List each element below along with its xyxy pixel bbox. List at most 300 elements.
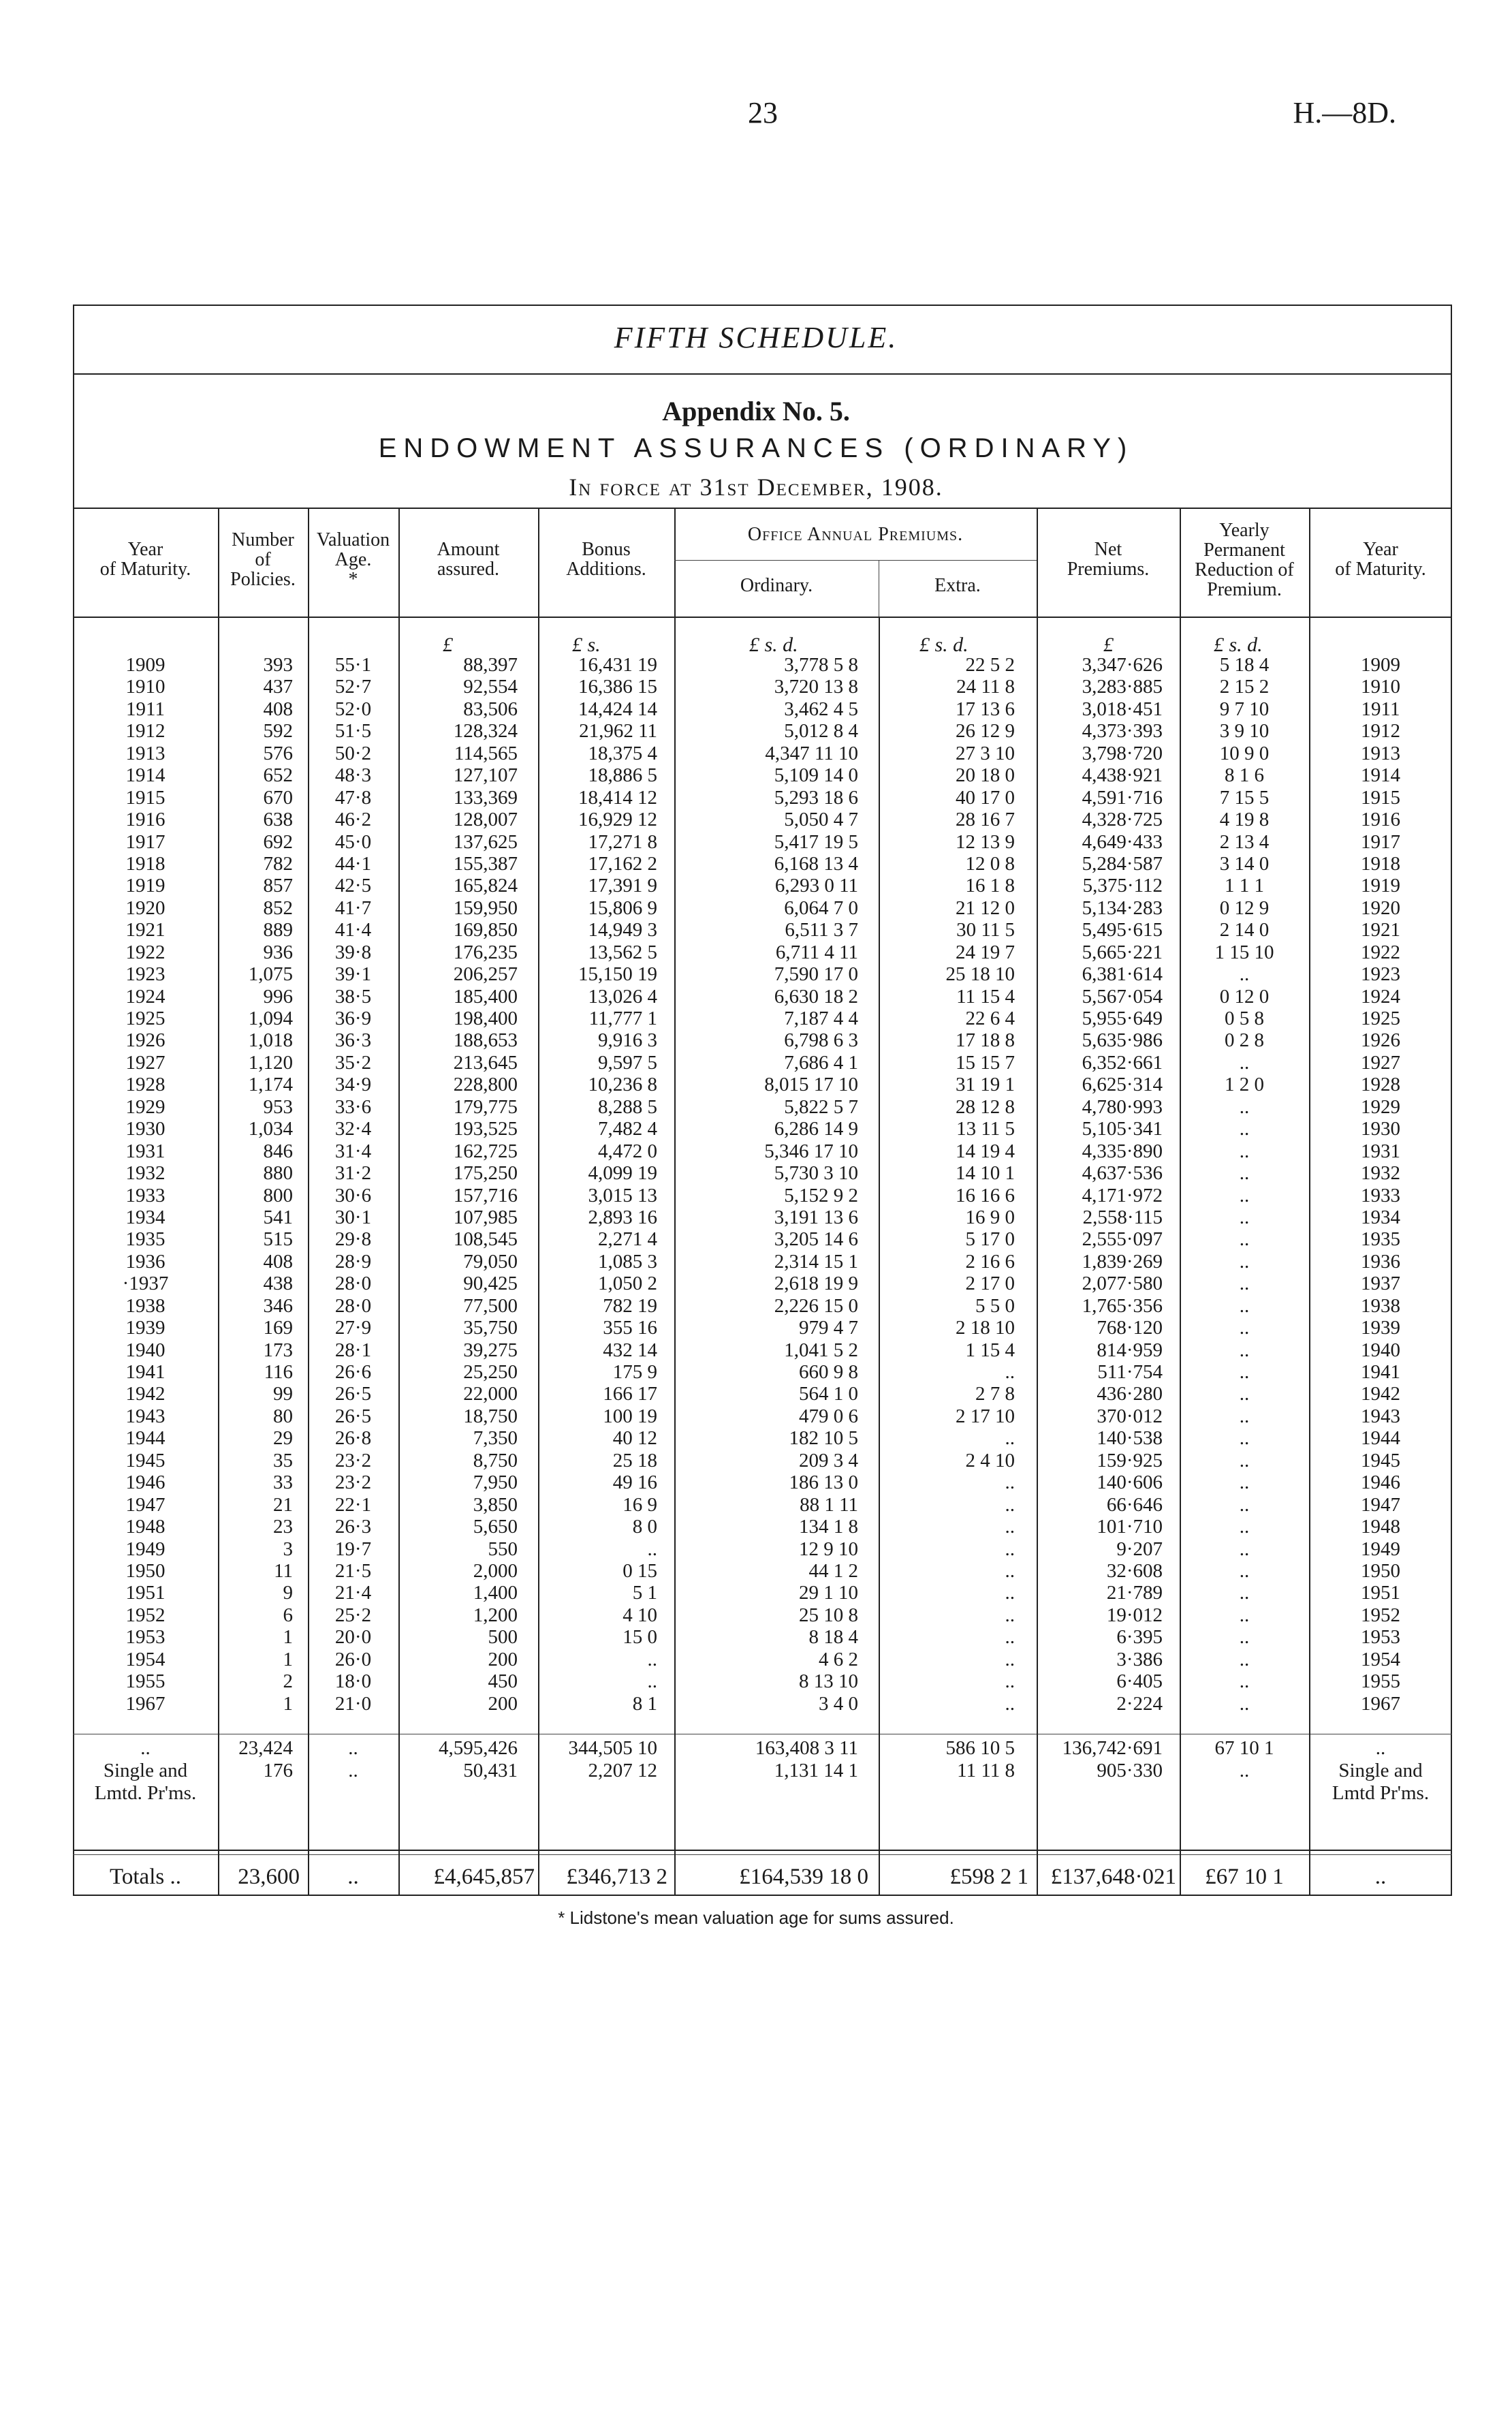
cell-yearly: .. (1239, 1339, 1250, 1361)
cell-bonus: 4,099 19 (588, 1162, 657, 1185)
cell-year-right: 1967 (1361, 1692, 1400, 1715)
cell-policies: 936 (263, 941, 293, 963)
cell-valuation: 30·1 (334, 1206, 372, 1228)
cell-amount: 157,716 (453, 1184, 518, 1206)
cell-extra: .. (1005, 1427, 1015, 1450)
cell-ordinary: 2,618 19 9 (774, 1273, 858, 1295)
cell-yearly: .. (1239, 1250, 1250, 1273)
cell-amount: 18,750 (463, 1405, 518, 1427)
cell-policies: 652 (263, 764, 293, 787)
header-year-right: Year of Maturity. (1335, 539, 1426, 580)
cell-year-right: 1931 (1361, 1140, 1400, 1162)
cell-policies: 33 (273, 1471, 293, 1494)
cell-year-right: 1953 (1361, 1626, 1400, 1649)
cell-year: 1916 (125, 809, 166, 831)
cell-ordinary: 2,226 15 0 (774, 1294, 858, 1317)
cell-bonus: 16,386 15 (578, 676, 657, 698)
cell-year: 1939 (125, 1317, 166, 1339)
cell-valuation: 48·3 (334, 764, 372, 787)
subtotal-block (73, 1737, 1452, 1805)
cell-policies: 176 (263, 1760, 293, 1781)
table-row (73, 1450, 1452, 1471)
cell-policies: 21 (273, 1493, 293, 1516)
cell-bonus: 18,375 4 (588, 742, 657, 764)
header-valuation-age: Valuation Age. * (316, 529, 390, 590)
cell-policies: 515 (263, 1228, 293, 1251)
cell-extra: 5 17 0 (965, 1228, 1015, 1251)
cell-yearly: .. (1239, 1471, 1250, 1494)
cell-extra: .. (1005, 1516, 1015, 1538)
cell-ordinary: 5,346 17 10 (764, 1140, 858, 1162)
cell-year: 1936 (125, 1250, 166, 1273)
cell-year: 1913 (125, 742, 166, 764)
cell-extra: .. (1005, 1471, 1015, 1494)
cell-bonus: 0 15 (623, 1559, 657, 1582)
cell-extra: 14 19 4 (956, 1140, 1015, 1162)
table-row (73, 1383, 1452, 1405)
cell-bonus: 1,085 3 (598, 1250, 657, 1273)
cell-amount: 200 (488, 1692, 518, 1715)
cell-net: 814·959 (1097, 1339, 1163, 1361)
table-row (73, 1626, 1452, 1648)
cell-year: 1922 (125, 941, 166, 963)
cell-valuation: 30·6 (334, 1184, 372, 1206)
totals-bonus: £346,713 2 (566, 1865, 667, 1889)
cell-policies: 1,018 (248, 1029, 293, 1052)
cell-bonus: 4,472 0 (598, 1140, 657, 1162)
cell-yearly: .. (1239, 1559, 1250, 1582)
cell-bonus: 175 9 (612, 1361, 657, 1383)
cell-yearly: 2 13 4 (1219, 830, 1270, 853)
cell-policies: 996 (263, 985, 293, 1008)
cell-yearly: .. (1239, 1670, 1250, 1693)
cell-yearly: 10 9 0 (1219, 742, 1270, 764)
table-row (73, 1538, 1452, 1560)
cell-year: 1925 (125, 1008, 166, 1029)
appendix-heading: Appendix No. 5. (662, 396, 850, 426)
cell-year-right: .. (1375, 1737, 1386, 1759)
cell-year: 1923 (125, 963, 166, 986)
cell-bonus: 1,050 2 (598, 1273, 657, 1295)
table-row (73, 809, 1452, 830)
cell-year-right: 1925 (1361, 1008, 1400, 1029)
cell-extra: 2 16 6 (965, 1250, 1015, 1273)
cell-valuation: 28·9 (334, 1250, 372, 1273)
cell-ordinary: 7,187 4 4 (784, 1008, 858, 1029)
cell-amount: 35,750 (463, 1317, 518, 1339)
cell-valuation: 26·8 (334, 1427, 372, 1450)
cell-extra: 2 4 10 (965, 1449, 1015, 1471)
cell-net: 4,335·890 (1082, 1140, 1163, 1162)
cell-amount: 1,200 (473, 1604, 518, 1626)
cell-yearly: 1 1 1 (1225, 875, 1264, 897)
cell-year: Lmtd. Pr'ms. (94, 1782, 197, 1804)
cell-amount: 127,107 (453, 764, 518, 787)
cell-year-right: 1921 (1361, 919, 1400, 941)
table-row (73, 676, 1452, 698)
cell-policies: 782 (263, 852, 293, 875)
cell-ordinary: 134 1 8 (799, 1516, 858, 1538)
cell-ordinary: 4,347 11 10 (765, 742, 858, 764)
cell-ordinary: 6,511 3 7 (785, 919, 858, 941)
cell-net: 140·538 (1097, 1427, 1163, 1450)
cell-net: 3,283·885 (1082, 676, 1163, 698)
cell-valuation: 27·9 (334, 1317, 372, 1339)
cell-year: 1933 (125, 1184, 166, 1206)
cell-extra: 2 18 10 (956, 1317, 1015, 1339)
cell-yearly: 0 2 8 (1225, 1029, 1264, 1052)
cell-policies: 80 (273, 1405, 293, 1427)
cell-extra: .. (1005, 1626, 1015, 1649)
table-row (73, 698, 1452, 720)
currency-amount: £ (443, 634, 453, 656)
cell-amount: 128,324 (453, 720, 518, 743)
cell-yearly: .. (1239, 1493, 1250, 1516)
currency-extra: £ s. d. (919, 634, 968, 656)
cell-year-right: 1924 (1361, 985, 1400, 1008)
cell-net: 4,649·433 (1082, 830, 1163, 853)
cell-year-right: 1935 (1361, 1228, 1400, 1251)
cell-bonus: .. (647, 1670, 657, 1693)
cell-valuation: 33·6 (334, 1095, 372, 1118)
cell-year: 1924 (125, 985, 166, 1008)
cell-ordinary: 979 4 7 (799, 1317, 858, 1339)
header-extra: Extra. (934, 575, 981, 596)
cell-amount: 188,653 (453, 1029, 518, 1052)
cell-extra: 24 19 7 (956, 941, 1015, 963)
cell-valuation: 23·2 (334, 1449, 372, 1471)
cell-ordinary: 5,050 4 7 (784, 809, 858, 831)
cell-extra: 30 11 5 (956, 919, 1015, 941)
cell-net: 5,635·986 (1082, 1029, 1163, 1052)
subtotal-row (73, 1737, 1452, 1760)
cell-yearly: .. (1239, 1604, 1250, 1626)
cell-net: 6,352·661 (1082, 1051, 1163, 1074)
table-row (73, 1273, 1452, 1294)
cell-yearly: 1 15 10 (1214, 941, 1274, 963)
cell-extra: 16 9 0 (965, 1206, 1015, 1228)
cell-valuation: 22·1 (334, 1493, 372, 1516)
cell-bonus: 2,893 16 (588, 1206, 657, 1228)
cell-amount: 450 (488, 1670, 518, 1693)
cell-policies: 408 (263, 698, 293, 720)
cell-policies: 1,174 (248, 1074, 293, 1096)
table-row (73, 1670, 1452, 1692)
table-row (73, 1295, 1452, 1317)
cell-bonus: 13,562 5 (588, 941, 657, 963)
table-subtitle: In force at 31st December, 1908. (569, 473, 943, 501)
cell-net: 6,381·614 (1082, 963, 1163, 986)
cell-year: 1952 (125, 1604, 166, 1626)
cell-policies: 889 (263, 919, 293, 941)
cell-yearly: .. (1239, 1582, 1250, 1604)
cell-valuation: 52·7 (334, 676, 372, 698)
office-premiums-rule (674, 560, 1037, 561)
cell-ordinary: 1,041 5 2 (784, 1339, 858, 1361)
cell-year: .. (140, 1737, 151, 1759)
cell-year-right: 1915 (1361, 786, 1400, 809)
cell-ordinary: 5,730 3 10 (774, 1162, 858, 1185)
table-row (73, 1118, 1452, 1140)
table-body (73, 654, 1452, 1715)
cell-policies: 438 (263, 1273, 293, 1295)
cell-valuation: 21·4 (334, 1582, 372, 1604)
cell-year: 1955 (125, 1670, 166, 1693)
single-premium-row-2 (73, 1782, 1452, 1805)
cell-extra: 2 17 10 (956, 1405, 1015, 1427)
cell-yearly: 4 19 8 (1219, 809, 1270, 831)
cell-yearly: 0 5 8 (1225, 1008, 1264, 1029)
cell-bonus: 344,505 10 (568, 1737, 657, 1759)
cell-amount: 90,425 (463, 1273, 518, 1295)
cell-policies: 1,034 (248, 1118, 293, 1140)
cell-year: 1931 (125, 1140, 166, 1162)
cell-ordinary: 5,293 18 6 (774, 786, 858, 809)
cell-bonus: 2,207 12 (588, 1760, 657, 1781)
table-row (73, 941, 1452, 963)
cell-year-right: 1930 (1361, 1118, 1400, 1140)
cell-ordinary: 6,798 6 3 (784, 1029, 858, 1052)
cell-valuation: 47·8 (334, 786, 372, 809)
cell-year: 1911 (126, 698, 165, 720)
cell-year: 1919 (125, 875, 166, 897)
table-row (73, 720, 1452, 742)
cell-valuation: 39·8 (334, 941, 372, 963)
cell-yearly: .. (1239, 1118, 1250, 1140)
header-ordinary: Ordinary. (740, 575, 813, 596)
cell-net: 66·646 (1106, 1493, 1163, 1516)
cell-yearly: .. (1239, 1051, 1250, 1074)
cell-ordinary: 5,417 19 5 (774, 830, 858, 853)
cell-policies: 670 (263, 786, 293, 809)
cell-net: 32·608 (1106, 1559, 1163, 1582)
cell-bonus: 7,482 4 (598, 1118, 657, 1140)
cell-bonus: 100 19 (603, 1405, 657, 1427)
cell-yearly: .. (1239, 1162, 1250, 1185)
cell-policies: 6 (283, 1604, 293, 1626)
cell-year: 1943 (125, 1405, 166, 1427)
cell-amount: 79,050 (463, 1250, 518, 1273)
currency-net: £ (1103, 634, 1114, 656)
cell-yearly: .. (1239, 1449, 1250, 1471)
cell-year: 1953 (125, 1626, 166, 1649)
cell-policies: 3 (283, 1538, 293, 1560)
table-row (73, 1029, 1452, 1051)
cell-policies: 846 (263, 1140, 293, 1162)
cell-amount: 228,800 (453, 1074, 518, 1096)
cell-valuation: 32·4 (334, 1118, 372, 1140)
totals-row (73, 1860, 1452, 1894)
table-row (73, 853, 1452, 875)
cell-ordinary: 6,630 18 2 (774, 985, 858, 1008)
cell-year: 1941 (125, 1361, 166, 1383)
cell-year: 1914 (125, 764, 166, 787)
cell-ordinary: 1,131 14 1 (774, 1760, 858, 1781)
cell-year-right: 1920 (1361, 897, 1400, 919)
currency-yearly: £ s. d. (1214, 634, 1263, 656)
cell-valuation: 26·0 (334, 1648, 372, 1670)
cell-bonus: 9,597 5 (598, 1051, 657, 1074)
table-row (73, 919, 1452, 941)
cell-ordinary: 29 1 10 (799, 1582, 858, 1604)
cell-year: 1944 (125, 1427, 166, 1450)
totals-year-right: .. (1374, 1865, 1387, 1889)
totals-yearly: £67 10 1 (1205, 1865, 1284, 1889)
cell-net: 3,347·626 (1082, 654, 1163, 676)
cell-year-right: 1912 (1361, 720, 1400, 743)
cell-year-right: 1944 (1361, 1427, 1400, 1450)
cell-bonus: 25 18 (612, 1449, 657, 1471)
header-yearly-reduction: Yearly Permanent Reduction of Premium. (1195, 520, 1294, 600)
cell-ordinary: 3,191 13 6 (774, 1206, 858, 1228)
cell-bonus: 21,962 11 (579, 720, 657, 743)
cell-ordinary: 6,293 0 11 (774, 875, 858, 897)
footnote: * Lidstone's mean valuation age for sums assured. (558, 1907, 954, 1928)
cell-yearly: .. (1239, 1095, 1250, 1118)
cell-bonus: 11,777 1 (588, 1008, 657, 1029)
cell-ordinary: 8 18 4 (808, 1626, 858, 1649)
cell-year: Single and (103, 1760, 188, 1781)
cell-valuation: 31·2 (334, 1162, 372, 1185)
cell-amount: 133,369 (453, 786, 518, 809)
table-row (73, 1494, 1452, 1516)
cell-extra: .. (1005, 1692, 1015, 1715)
header-year-left: Year of Maturity. (99, 539, 191, 580)
cell-year-right: 1918 (1361, 852, 1400, 875)
cell-net: 5,134·283 (1082, 897, 1163, 919)
cell-amount: 213,645 (453, 1051, 518, 1074)
table-row (73, 1516, 1452, 1538)
cell-bonus: 432 14 (603, 1339, 657, 1361)
table-row (73, 1185, 1452, 1206)
cell-net: 2,077·580 (1082, 1273, 1163, 1295)
cell-yearly: .. (1239, 1228, 1250, 1251)
cell-year-right: 1934 (1361, 1206, 1400, 1228)
cell-policies: 23,424 (238, 1737, 293, 1759)
cell-net: 6,625·314 (1082, 1074, 1163, 1096)
cell-yearly: .. (1239, 1361, 1250, 1383)
cell-net: 4,780·993 (1082, 1095, 1163, 1118)
cell-year-right: 1949 (1361, 1538, 1400, 1560)
cell-ordinary: 564 1 0 (799, 1383, 858, 1405)
cell-policies: 11 (274, 1559, 293, 1582)
cell-year-right: 1926 (1361, 1029, 1400, 1052)
cell-extra: .. (1005, 1538, 1015, 1560)
cell-net: 6·405 (1116, 1670, 1163, 1693)
cell-year-right: 1923 (1361, 963, 1400, 986)
cell-ordinary: 7,590 17 0 (774, 963, 858, 986)
single-premium-row (73, 1760, 1452, 1782)
table-row (73, 1008, 1452, 1029)
cell-bonus: .. (647, 1648, 657, 1670)
cell-net: 5,955·649 (1082, 1008, 1163, 1029)
cell-ordinary: 7,686 4 1 (784, 1051, 858, 1074)
cell-net: 4,328·725 (1082, 809, 1163, 831)
cell-amount: 7,350 (473, 1427, 518, 1450)
cell-net: 140·606 (1097, 1471, 1163, 1494)
cell-extra: 13 11 5 (956, 1118, 1015, 1140)
cell-ordinary: 6,286 14 9 (774, 1118, 858, 1140)
cell-amount: 169,850 (453, 919, 518, 941)
cell-policies: 437 (263, 676, 293, 698)
table-row (73, 1251, 1452, 1273)
cell-net: 21·789 (1106, 1582, 1163, 1604)
cell-yearly: .. (1239, 1626, 1250, 1649)
schedule-title: FIFTH SCHEDULE. (614, 321, 898, 354)
cell-extra: 15 15 7 (956, 1051, 1015, 1074)
cell-year-right: 1929 (1361, 1095, 1400, 1118)
cell-bonus: 8 0 (632, 1516, 657, 1538)
cell-net: 2,555·097 (1082, 1228, 1163, 1251)
cell-bonus: 15 0 (623, 1626, 657, 1649)
cell-year: 1954 (125, 1648, 166, 1670)
cell-year: 1947 (125, 1493, 166, 1516)
cell-year-right: 1936 (1361, 1250, 1400, 1273)
cell-policies: 393 (263, 654, 293, 676)
totals-amount: £4,645,857 (433, 1865, 535, 1889)
cell-year-right: 1932 (1361, 1162, 1400, 1185)
cell-policies: 857 (263, 875, 293, 897)
cell-bonus: 15,150 19 (578, 963, 657, 986)
cell-valuation: 55·1 (334, 654, 372, 676)
cell-yearly: 8 1 6 (1225, 764, 1264, 787)
cell-amount: 108,545 (453, 1228, 518, 1251)
header-amount: Amount assured. (437, 539, 500, 580)
table-row (73, 1206, 1452, 1228)
cell-yearly: .. (1239, 1273, 1250, 1295)
cell-extra: 14 10 1 (956, 1162, 1015, 1185)
cell-year: 1921 (125, 919, 166, 941)
cell-bonus: 17,162 2 (588, 852, 657, 875)
cell-year-right: 1914 (1361, 764, 1400, 787)
cell-ordinary: 8 13 10 (799, 1670, 858, 1693)
table-row (73, 764, 1452, 786)
cell-bonus: 15,806 9 (588, 897, 657, 919)
cell-yearly: 2 14 0 (1219, 919, 1270, 941)
cell-amount: 25,250 (463, 1361, 518, 1383)
cell-year: 1949 (125, 1538, 166, 1560)
header-policies: Number of Policies. (230, 529, 296, 590)
cell-extra: 16 16 6 (956, 1184, 1015, 1206)
cell-net: 5,495·615 (1082, 919, 1163, 941)
cell-yearly: .. (1239, 1184, 1250, 1206)
cell-year-right: 1950 (1361, 1559, 1400, 1582)
table-row (73, 654, 1452, 676)
cell-amount: 3,850 (473, 1493, 518, 1516)
cell-amount: 198,400 (453, 1008, 518, 1029)
cell-amount: 185,400 (453, 985, 518, 1008)
cell-amount: 500 (488, 1626, 518, 1649)
cell-year: 1934 (125, 1206, 166, 1228)
cell-valuation: 36·3 (334, 1029, 372, 1052)
cell-year-right: 1910 (1361, 676, 1400, 698)
cell-yearly: .. (1239, 1692, 1250, 1715)
cell-extra: 5 5 0 (975, 1294, 1015, 1317)
table-row (73, 787, 1452, 809)
cell-valuation: 34·9 (334, 1074, 372, 1096)
cell-year-right: 1927 (1361, 1051, 1400, 1074)
cell-year-right: 1933 (1361, 1184, 1400, 1206)
cell-net: 3,798·720 (1082, 742, 1163, 764)
cell-valuation: 39·1 (334, 963, 372, 986)
cell-bonus: 16 9 (623, 1493, 657, 1516)
cell-net: 101·710 (1097, 1516, 1163, 1538)
cell-amount: 92,554 (463, 676, 518, 698)
totals-rule (73, 1850, 1452, 1851)
cell-valuation: 23·2 (334, 1471, 372, 1494)
cell-extra: .. (1005, 1582, 1015, 1604)
cell-yearly: .. (1239, 1538, 1250, 1560)
